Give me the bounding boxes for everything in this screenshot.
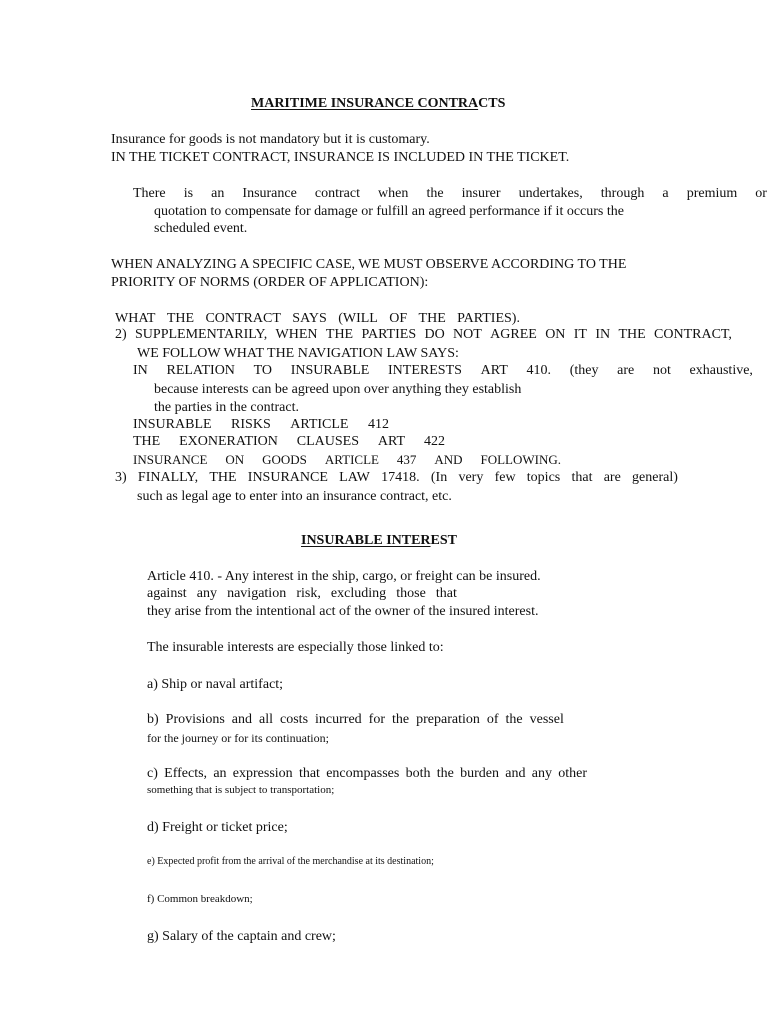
word: that [298,766,320,781]
word: and [505,766,526,781]
word: GOODS [262,452,307,467]
word: CLAUSES [296,434,359,449]
word: both [405,766,431,781]
word: premium [686,186,738,201]
word: ART [480,363,508,378]
word: LAW [339,470,370,485]
word: when [378,186,409,201]
list-item-b-line-1 [147,713,564,727]
word: incurred [315,712,362,727]
article-line-2 [147,587,457,601]
word: Insurance [242,186,297,201]
word: and [231,712,253,727]
word: exhaustive, [689,363,753,378]
word: IN [595,327,611,342]
word: (In [430,470,448,485]
priority-item-2-line-2: WE FOLLOW WHAT THE NAVIGATION LAW SAYS: [137,346,459,361]
priority-sub-1-line-3: the parties in the contract. [154,400,299,415]
word: PARTIES). [457,311,520,326]
article-line-3: they arise from the intentional act of the owner of the insured interest. [147,604,539,619]
list-item-e: e) Expected profit from the arrival of the merchandise at its destination; [147,856,434,867]
word: (WILL [338,311,378,326]
word: THE [618,327,646,342]
word: burden [460,766,499,781]
word: those [396,586,426,601]
word: TO [253,363,273,378]
word: OF [389,311,408,326]
word: RELATION [166,363,235,378]
definition-line-3: scheduled event. [154,221,248,236]
priority-sub-3 [133,435,445,449]
word: NOT [453,327,482,342]
word: are [603,470,621,485]
word: WHEN [275,327,318,342]
word: that [435,586,457,601]
word: the [505,712,523,727]
word: AGREE [490,327,537,342]
word: 437 [396,452,417,467]
word: all [259,712,274,727]
priority-item-2-line-1 [115,328,732,342]
list-item-b-line-2: for the journey or for its continuation; [147,731,329,745]
word: SUPPLEMENTARILY, [135,327,268,342]
word: There [133,186,166,201]
word: any [196,586,217,601]
word: vessel [529,712,564,727]
word: risk, [296,586,321,601]
word: of [486,712,499,727]
word: FOLLOWING. [480,452,561,467]
priority-sub-1-line-1 [133,364,753,378]
word: THE [418,311,446,326]
word: THE [209,470,237,485]
word: IT [573,327,587,342]
word: contract [314,186,360,201]
intro-line-2: IN THE TICKET CONTRACT, INSURANCE IS INCLUDED IN THE TICKET. [111,150,570,165]
word: that [571,470,593,485]
word: DO [424,327,445,342]
word: the [426,186,444,201]
section-title-rest: EST [430,533,458,548]
word: 410. [526,363,551,378]
word: navigation [227,586,287,601]
word: INSURANCE [247,470,328,485]
priority-item-3-line-2: such as legal age to enter into an insurance contract, etc. [137,489,452,504]
word: a [662,186,669,201]
word: preparation [416,712,480,727]
word: 17418. [381,470,420,485]
word: 2) [115,327,127,342]
priority-item-1 [115,312,520,326]
list-item-c-line-2: something that is subject to transportation; [147,784,335,796]
word: RISKS [231,417,271,432]
word: WHAT [115,311,156,326]
word: THE [133,434,161,449]
word: ARTICLE [290,417,349,432]
document-title-rest: CTS [478,96,506,111]
word: CONTRACT [205,311,281,326]
word: Provisions [165,712,225,727]
word: expression [232,766,293,781]
word: c) [147,766,158,781]
section-title-insurable-interest [301,534,457,548]
analysis-line-2: PRIORITY OF NORMS (ORDER OF APPLICATION): [111,275,429,290]
word: against [147,586,187,601]
document-title [251,97,505,111]
priority-item-3-line-1 [115,471,678,485]
word: excluding [330,586,387,601]
list-item-c-line-1 [147,767,587,781]
list-item-g: g) Salary of the captain and crew; [147,929,336,944]
word: 422 [423,434,445,449]
word: topics [526,470,561,485]
word: THE [166,311,195,326]
intro-line-1: Insurance for goods is not mandatory but it is customary. [111,132,430,147]
word: not [652,363,671,378]
priority-sub-4 [133,453,561,466]
priority-sub-2 [133,418,389,432]
word: any [531,766,552,781]
word: through [600,186,645,201]
word: the [436,766,454,781]
priority-sub-1-line-2: because interests can be agreed upon over anything they establish [154,382,522,397]
document-title-underlined: MARITIME INSURANCE CONTRA [251,96,479,111]
word: AND [434,452,463,467]
section-title-underlined: INSURABLE INTER [301,533,431,548]
definition-line-2: quotation to compensate for damage or fulfill an agreed performance if it occurs the [154,204,624,219]
word: ARTICLE [324,452,379,467]
word: PARTIES [361,327,417,342]
word: costs [280,712,309,727]
list-item-d: d) Freight or ticket price; [147,820,288,835]
word: INTERESTS [388,363,462,378]
word: INSURANCE [133,452,208,467]
word: ON [545,327,566,342]
word: insurer [461,186,501,201]
word: (they [569,363,599,378]
word: INSURABLE [133,417,212,432]
word: EXONERATION [179,434,278,449]
word: FINALLY, [137,470,199,485]
word: IN [133,363,148,378]
list-item-a: a) Ship or naval artifact; [147,677,284,692]
list-item-f: f) Common breakdown; [147,893,253,905]
word: the [392,712,410,727]
word: an [211,186,225,201]
word: undertakes, [518,186,583,201]
word: b) [147,712,159,727]
word: an [213,766,227,781]
word: INSURABLE [290,363,370,378]
article-line-1: Article 410. - Any interest in the ship, cargo, or freight can be insured. [147,569,541,584]
word: is [183,186,194,201]
analysis-line-1: WHEN ANALYZING A SPECIFIC CASE, WE MUST OBSERVE ACCORDING TO THE [111,257,627,272]
word: ON [225,452,245,467]
definition-line-1 [133,187,767,201]
word: or [755,186,767,201]
word: SAYS [292,311,327,326]
word: other [558,766,587,781]
word: general) [632,470,678,485]
linked-intro: The insurable interests are especially those linked to: [147,640,444,655]
word: are [617,363,635,378]
word: 412 [367,417,389,432]
word: 3) [115,470,127,485]
word: few [494,470,516,485]
word: Effects, [164,766,208,781]
word: ART [377,434,406,449]
word: THE [325,327,354,342]
word: CONTRACT, [654,327,732,342]
word: for [368,712,385,727]
word: encompasses [326,766,400,781]
word: very [458,470,484,485]
